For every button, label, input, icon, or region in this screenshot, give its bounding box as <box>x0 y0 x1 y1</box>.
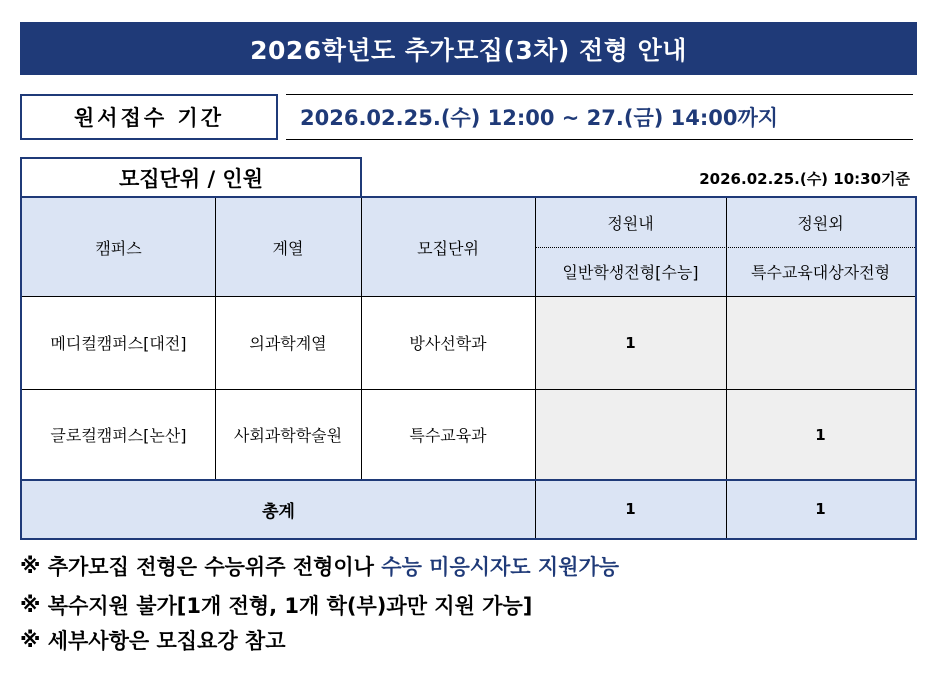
row2-unit: 특수교육과 <box>409 426 487 445</box>
note-mark: ※ <box>20 593 41 617</box>
row2-in-quota <box>535 389 726 480</box>
divider <box>286 94 913 95</box>
note-mark: ※ <box>20 554 41 578</box>
quota-table <box>20 196 917 540</box>
header-campus: 캠퍼스 <box>22 198 215 296</box>
base-date: 2026.02.25.(수) 10:30기준 <box>699 169 910 188</box>
header-unit: 모집단위 <box>361 198 535 296</box>
total-out-quota: 1 <box>726 480 915 538</box>
note-1 <box>20 551 619 581</box>
total-label: 총계 <box>22 480 535 538</box>
page-title: 2026학년도 추가모집(3차) 전형 안내 <box>20 22 917 75</box>
grid-line <box>535 198 536 538</box>
note-highlight: 수능 미응시자도 지원가능 <box>381 555 620 579</box>
note-text: 복수지원 불가[1개 전형, 1개 학(부)과만 지원 가능] <box>47 594 533 618</box>
header-out-quota: 정원외 <box>726 198 915 247</box>
row2-campus: 글로컬캠퍼스[논산] <box>50 426 187 445</box>
grid-line <box>215 198 216 480</box>
grid-line <box>22 296 915 297</box>
header-in-quota-sub: 일반학생전형[수능] <box>535 247 726 296</box>
section-label: 모집단위 / 인원 <box>20 157 362 197</box>
grid-line <box>726 198 727 538</box>
note-text: 추가모집 전형은 수능위주 전형이나 <box>47 555 374 579</box>
header-in-quota: 정원내 <box>535 198 726 247</box>
grid-line <box>22 479 915 481</box>
row1-unit: 방사선학과 <box>409 334 487 353</box>
row1-campus: 메디컬캠퍼스[대전] <box>50 334 187 353</box>
header-out-quota-sub: 특수교육대상자전형 <box>726 247 915 296</box>
row2-out-quota: 1 <box>726 389 915 480</box>
note-3 <box>20 625 286 655</box>
note-mark: ※ <box>20 628 41 652</box>
row1-in-quota: 1 <box>535 296 726 389</box>
divider <box>286 139 913 140</box>
header-field: 계열 <box>215 198 361 296</box>
row1-out-quota <box>726 296 915 389</box>
row1-field: 의과학계열 <box>249 334 327 353</box>
period-value: 2026.02.25.(수) 12:00 ~ 27.(금) 14:00까지 <box>300 106 779 130</box>
grid-line <box>535 247 915 249</box>
total-in-quota: 1 <box>535 480 726 538</box>
period-label: 원서접수 기간 <box>20 94 278 140</box>
row2-field: 사회과학학술원 <box>233 426 343 445</box>
grid-line <box>361 198 362 480</box>
grid-line <box>22 389 915 390</box>
note-text: 세부사항은 모집요강 참고 <box>47 629 286 653</box>
note-2 <box>20 590 532 620</box>
